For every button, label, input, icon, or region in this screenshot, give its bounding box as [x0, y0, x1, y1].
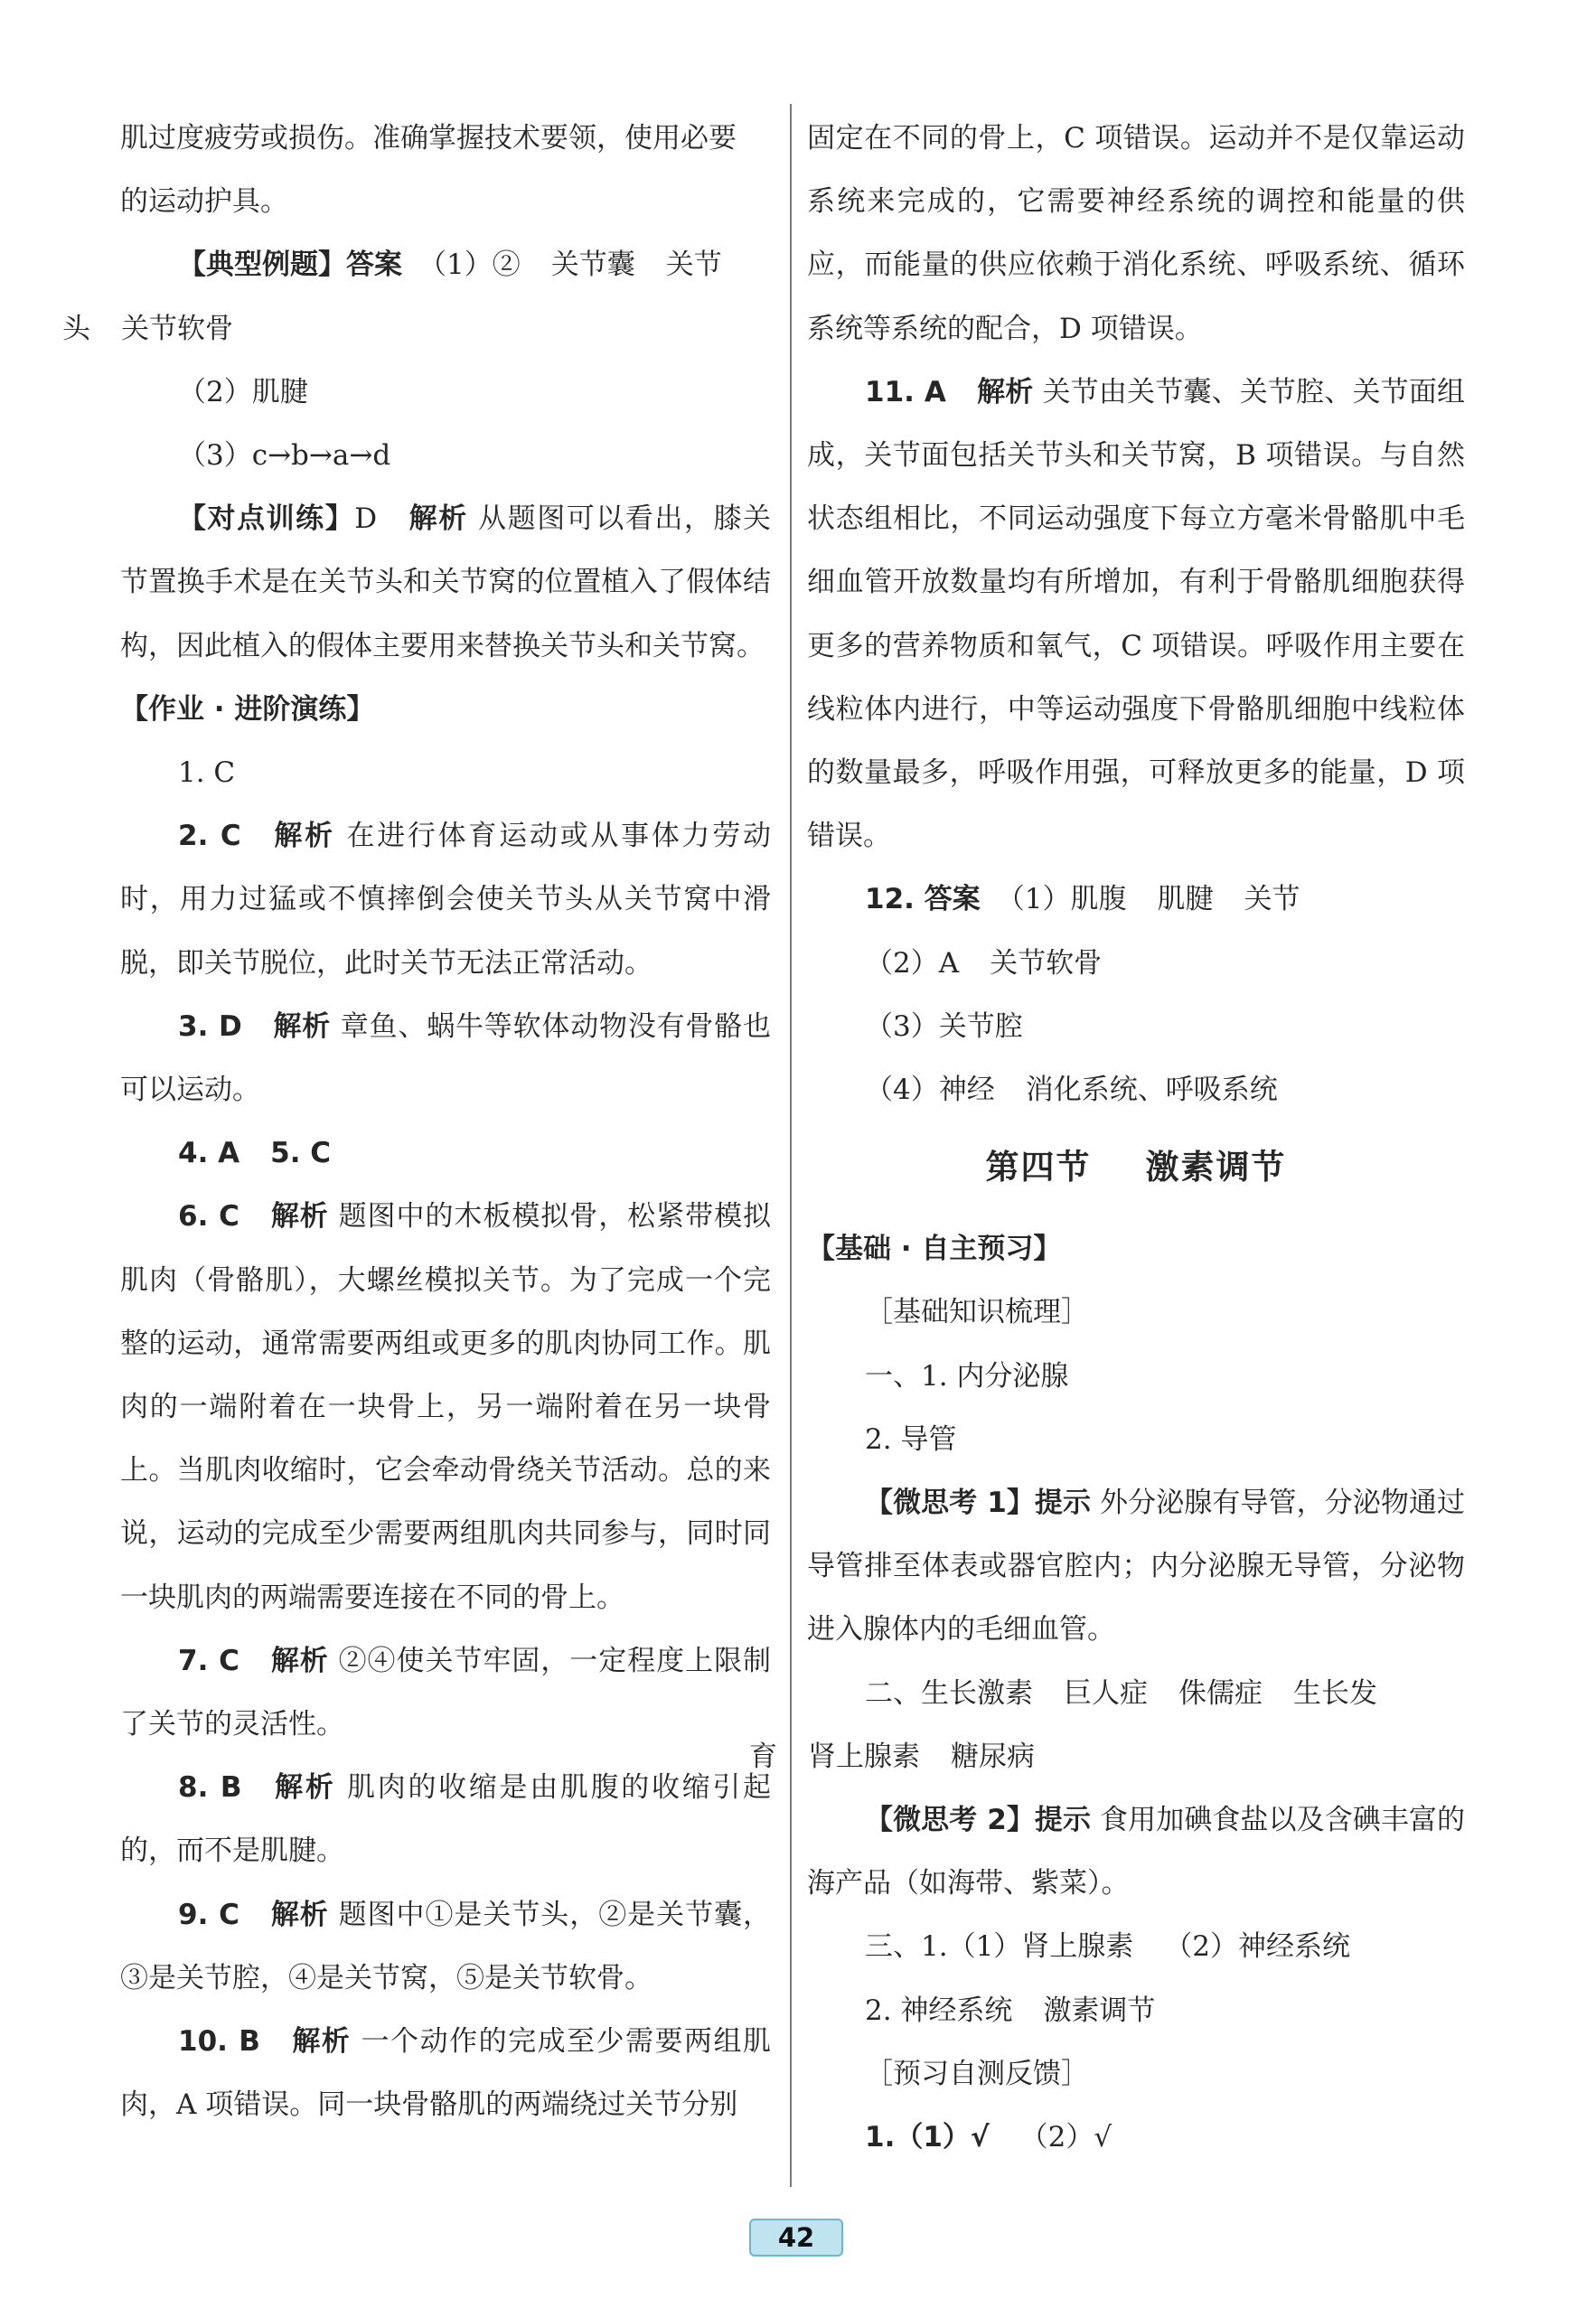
answer-12-2: （2）A 关节软骨 [865, 946, 1103, 980]
knowledge-heading: ［基础知识梳理］ [865, 1296, 1089, 1329]
section-title: 第四节 激素调节 [985, 1148, 1287, 1187]
answer-8: 8. B 解析 肌肉的收缩是由肌腹的收缩引起的，而不是肌腱。 [120, 1771, 772, 1868]
answer-10: 10. B 解析 一个动作的完成至少需要两组肌肉，A 项错误。同一块骨骼肌的两端绕过关节分别 [120, 2025, 771, 2122]
answer-10-continued: 固定在不同的骨上，C 项错误。运动并不是仅靠运动系统来完成的，它需要神经系统的调控和能量的供应，而能量的供应依赖于消化系统、呼吸系统、循环系统等系统的配合，D 项错误。 [807, 122, 1465, 345]
part-one-item-1: 一、1. 内分泌腺 [865, 1359, 1069, 1393]
typical-example-answer: 【典型例题】答案 （1）② 关节囊 关节 头 关节软骨 [62, 249, 722, 345]
part-two: 二、生长激素 巨人症 侏儒症 生长发 育 肾上腺素 糖尿病 [749, 1676, 1377, 1773]
column-divider [790, 104, 792, 2187]
part-three-2: 2. 神经系统 激素调节 [865, 1994, 1156, 2027]
homework-heading: 【作业 · 进阶演练】 [120, 692, 375, 726]
part-one-item-2: 2. 导管 [865, 1422, 957, 1456]
typical-example-answer-2: （2）肌腱 [178, 375, 308, 408]
micro-thinking-1: 【微思考 1】提示 外分泌腺有导管，分泌物通过导管排至体表或器官腔内；内分泌腺无导管，分泌物进入腺体内的毛细血管。 [807, 1487, 1465, 1647]
answer-12-4: （4）神经 消化系统、呼吸系统 [865, 1074, 1278, 1107]
answer-11: 11. A 解析 关节由关节囊、关节腔、关节面组成，关节面包括关节头和关节窝，B 项错误。与自然状态组相比，不同运动强度下每立方毫米骨骼肌中毛细血管开放数量均有所增加，有利于骨骼肌细胞获得更多的营养物质和氧气，C 项错误。呼吸作用主要在线粒体内进行，中等运动强度下骨骼肌细胞中线粒体的数量最多，呼吸作用强，可释放更多的能量，D 项错误。 [807, 375, 1466, 853]
foundation-heading: 【基础 · 自主预习】 [807, 1233, 1062, 1266]
typical-example-answer-3: （3）c→b→a→d [178, 439, 391, 473]
answer-3: 3. D 解析 章鱼、蜗牛等软体动物没有骨骼也可以运动。 [120, 1009, 772, 1107]
answer-6: 6. C 解析 题图中的木板模拟骨，松紧带模拟肌肉（骨骼肌），大螺丝模拟关节。为了完成一个完整的运动，通常需要两组或更多的肌肉协同工作。肌肉的一端附着在一块骨上，另一端附着在另一块骨上。当肌肉收缩时，它会牵动骨绕关节活动。总的来说，运动的完成至少需要两组肌肉共同参与，同时同一块肌肉的两端需要连接在不同的骨上。 [120, 1200, 772, 1614]
answer-12-1: 12. 答案 （1）肌腹 肌腱 关节 [865, 883, 1300, 916]
answer-4-5: 4. A 5. C [178, 1137, 332, 1170]
answer-7: 7. C 解析 ②④使关节牢固，一定程度上限制了关节的灵活性。 [120, 1644, 772, 1741]
answer-1: 1. C [178, 756, 236, 790]
preview-feedback-heading: ［预习自测反馈］ [865, 2057, 1089, 2090]
targeted-training: 【对点训练】D 解析 从题图可以看出，膝关节置换手术是在关节头和关节窝的位置植入了假体结构，因此植入的假体主要用来替换关节头和关节窝。 [120, 502, 772, 662]
answer-12-3: （3）关节腔 [865, 1009, 1023, 1043]
micro-thinking-2: 【微思考 2】提示 食用加碘食盐以及含碘丰富的海产品（如海带、紫菜）。 [807, 1804, 1465, 1900]
paragraph-left-cont: 肌过度疲劳或损伤。准确掌握技术要领，使用必要 的运动护具。 [120, 122, 737, 219]
answer-2: 2. C 解析 在进行体育运动或从事体力劳动时，用力过猛或不慎摔倒会使关节头从关节窝中滑脱，即关节脱位，此时关节无法正常活动。 [120, 820, 772, 980]
part-three-1: 三、1.（1）肾上腺素 （2）神经系统 [865, 1930, 1351, 1964]
answer-9: 9. C 解析 题图中①是关节头，②是关节囊，③是关节腔，④是关节窝，⑤是关节软骨。 [120, 1898, 772, 1994]
page-number: 42 [749, 2219, 843, 2257]
right-column [749, 107, 1466, 2169]
left-column [62, 107, 772, 2137]
feedback-1: 1.（1）√ （2）√ [865, 2121, 1113, 2154]
